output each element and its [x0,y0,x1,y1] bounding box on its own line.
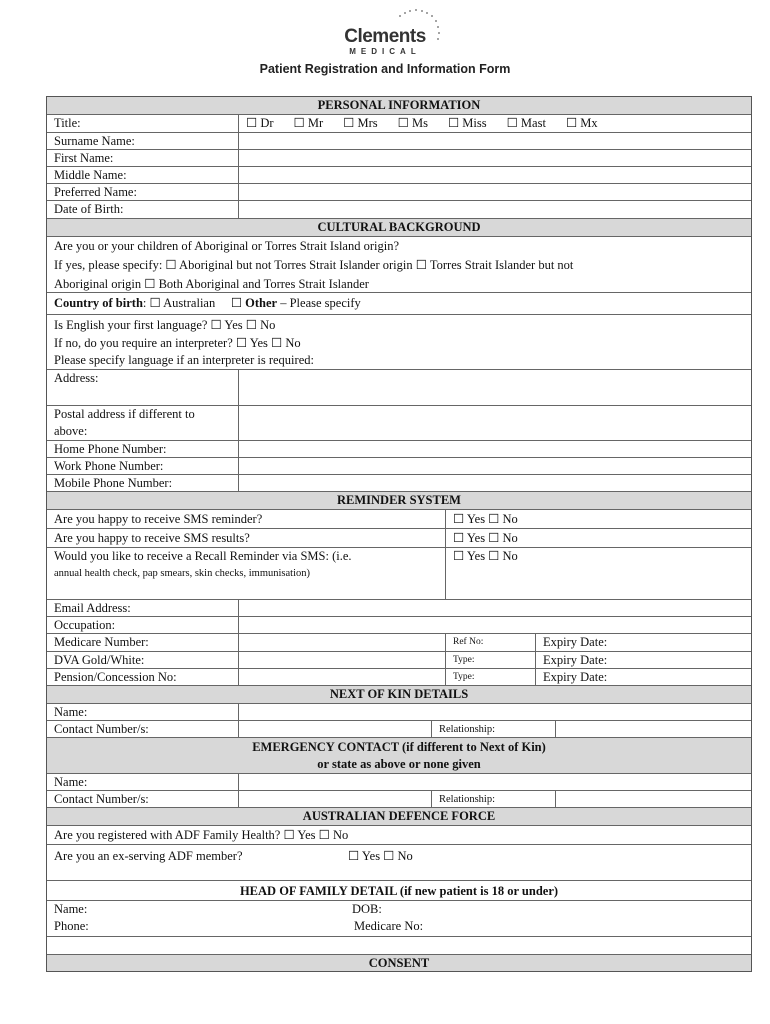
home-phone-field[interactable] [238,441,751,457]
section-consent [47,955,751,971]
medicare-expiry-label: Expiry Date: [535,634,751,651]
kin-relationship-field[interactable] [555,721,751,737]
address-row [47,370,751,406]
work-phone-field[interactable] [238,458,751,474]
kin-contact-label: Contact Number/s: [54,722,149,736]
section-title: REMINDER SYSTEM [337,493,461,507]
section-head-of-family [47,881,751,901]
email-field[interactable] [238,600,751,616]
title-options[interactable] [238,115,751,132]
home-phone-label: Home Phone Number: [54,442,167,456]
language-block [47,315,751,369]
mobile-phone-field[interactable] [238,475,751,491]
section-subtitle: or state as above or none given [317,757,481,771]
section-title: CULTURAL BACKGROUND [317,220,481,234]
dob-field[interactable] [238,201,751,218]
pension-field[interactable] [238,669,445,685]
title-option-ms[interactable]: ☐ Ms [397,116,428,130]
spacer-row [47,937,751,955]
dob-row [47,201,751,219]
emergency-relationship-label: Relationship: [431,791,555,807]
email-row [47,600,751,617]
dva-label: DVA Gold/White: [54,653,145,667]
kin-relationship-label: Relationship: [431,721,555,737]
section-title: HEAD OF FAMILY DETAIL (if new patient is 18 or under) [239,884,559,898]
sms-reminder-label: Are you happy to receive SMS reminder? [54,512,263,526]
country-options[interactable]: : ☐ Australian ☐ [142,296,246,310]
head-phone-label: Phone: [54,919,89,933]
adf-member-question: Are you an ex-serving ADF member? [54,849,243,863]
head-name-row [47,901,751,918]
pension-type-label: Type: [445,669,535,685]
postal-row [47,406,751,441]
emergency-contact-row [47,791,751,808]
section-emergency [47,738,751,774]
title-row [47,115,751,133]
section-reminder [47,492,751,510]
logo-subtitle: MEDICAL [349,47,421,56]
surname-label: Surname Name: [54,134,135,148]
form-header [0,0,770,92]
kin-contact-row [47,721,751,738]
work-phone-row [47,458,751,475]
work-phone-label: Work Phone Number: [54,459,164,473]
preferred-name-field[interactable] [238,184,751,200]
country-of-birth[interactable] [47,293,751,314]
country-other[interactable]: Other [245,296,278,310]
adf-member-options[interactable]: ☐ Yes ☐ No [348,849,413,863]
adf-health-question[interactable]: Are you registered with ADF Family Health? ☐ Yes ☐ No [54,828,349,842]
language-specify: Please specify language if an interpreter is required: [54,353,314,367]
head-phone-row [47,918,751,937]
surname-field[interactable] [238,133,751,149]
postal-field[interactable] [238,406,751,440]
emergency-relationship-field[interactable] [555,791,751,807]
postal-label-line1: Postal address if different to [54,407,195,421]
head-name-label: Name: [54,902,88,916]
section-next-of-kin [47,686,751,704]
origin-options-line1[interactable]: If yes, please specify: ☐ Aboriginal but not Torres Strait Islander origin ☐ Torres Strait Islander but not [54,258,574,272]
section-title: AUSTRALIAN DEFENCE FORCE [302,809,496,823]
mobile-phone-label: Mobile Phone Number: [54,476,173,490]
occupation-label: Occupation: [54,618,116,632]
kin-name-row [47,704,751,721]
registration-form [46,96,752,972]
country-label: Country of birth [54,296,143,310]
medicare-row [47,634,751,652]
kin-contact-field[interactable] [238,721,431,737]
pension-row [47,669,751,686]
emergency-name-row [47,774,751,791]
sms-results-label: Are you happy to receive SMS results? [54,531,250,545]
emergency-contact-field[interactable] [238,791,431,807]
country-specify: – Please specify [277,296,361,310]
pension-expiry-label: Expiry Date: [535,669,751,685]
middle-name-label: Middle Name: [54,168,127,182]
preferred-name-label: Preferred Name: [54,185,137,199]
head-medicare-label: Medicare No: [354,919,424,933]
origin-row [47,237,751,293]
sms-results-row [47,529,751,548]
dva-field[interactable] [238,652,445,668]
title-option-mr[interactable]: ☐ Mr [293,116,324,130]
medicare-label: Medicare Number: [54,635,149,649]
postal-label-line2: above: [54,424,88,438]
email-label: Email Address: [54,601,131,615]
title-label: Title: [54,116,81,130]
sms-results-options[interactable]: ☐ Yes ☐ No [445,529,751,547]
english-question[interactable]: Is English your first language? ☐ Yes ☐ No [54,318,276,332]
title-option-mast[interactable]: ☐ Mast [506,116,546,130]
kin-name-field[interactable] [238,704,751,720]
language-row [47,315,751,370]
first-name-row [47,150,751,167]
dva-row [47,652,751,669]
section-title: NEXT OF KIN DETAILS [329,687,469,701]
postal-label [47,406,238,440]
middle-name-field[interactable] [238,167,751,183]
recall-options[interactable]: ☐ Yes ☐ No [445,548,751,599]
address-field[interactable] [238,370,751,405]
kin-name-label: Name: [54,705,88,719]
origin-question [47,237,751,292]
pension-label: Pension/Concession No: [54,670,177,684]
recall-label-line2: annual health check, pap smears, skin checks, immunisation) [54,568,311,579]
occupation-row [47,617,751,634]
first-name-label: First Name: [54,151,114,165]
emergency-name-field[interactable] [238,774,751,790]
section-cultural [47,219,751,237]
title-option-mrs[interactable]: ☐ Mrs [343,116,378,130]
recall-label-line1: Would you like to receive a Recall Reminder via SMS: (i.e. [54,549,352,563]
adf-health-row [47,826,751,845]
head-dob-label: DOB: [352,902,382,916]
sms-reminder-options[interactable]: ☐ Yes ☐ No [445,510,751,528]
origin-question-text: Are you or your children of Aboriginal or Torres Strait Island origin? [54,239,399,253]
adf-member-row [47,845,751,881]
title-option-mx[interactable]: ☐ Mx [565,116,598,130]
section-title: EMERGENCY CONTACT (if different to Next of Kin) [252,740,546,754]
section-defence [47,808,751,826]
address-label: Address: [54,371,99,385]
occupation-field[interactable] [238,617,751,633]
interpreter-question[interactable]: If no, do you require an interpreter? ☐ Yes ☐ No [54,336,301,350]
first-name-field[interactable] [238,150,751,166]
recall-row [47,548,751,600]
form-title: Patient Registration and Information Form [259,62,511,76]
dva-type-label: Type: [445,652,535,668]
section-title: PERSONAL INFORMATION [317,98,481,112]
recall-label [47,548,445,599]
title-option-miss[interactable]: ☐ Miss [447,116,487,130]
sms-reminder-row [47,510,751,529]
logo-wordmark: Clements [344,26,426,47]
mobile-phone-row [47,475,751,492]
country-row [47,293,751,315]
dva-expiry-label: Expiry Date: [535,652,751,668]
emergency-contact-label: Contact Number/s: [54,792,149,806]
middle-name-row [47,167,751,184]
preferred-name-row [47,184,751,201]
medicare-ref-label: Ref No: [445,634,535,651]
surname-row [47,133,751,150]
dob-label: Date of Birth: [54,202,124,216]
medicare-field[interactable] [238,634,445,651]
home-phone-row [47,441,751,458]
section-title: CONSENT [368,956,430,970]
emergency-name-label: Name: [54,775,88,789]
origin-options-line2[interactable]: Aboriginal origin ☐ Both Aboriginal and Torres Strait Islander [54,277,369,291]
title-option-dr[interactable]: ☐ Dr [246,116,274,130]
section-personal [47,97,751,115]
